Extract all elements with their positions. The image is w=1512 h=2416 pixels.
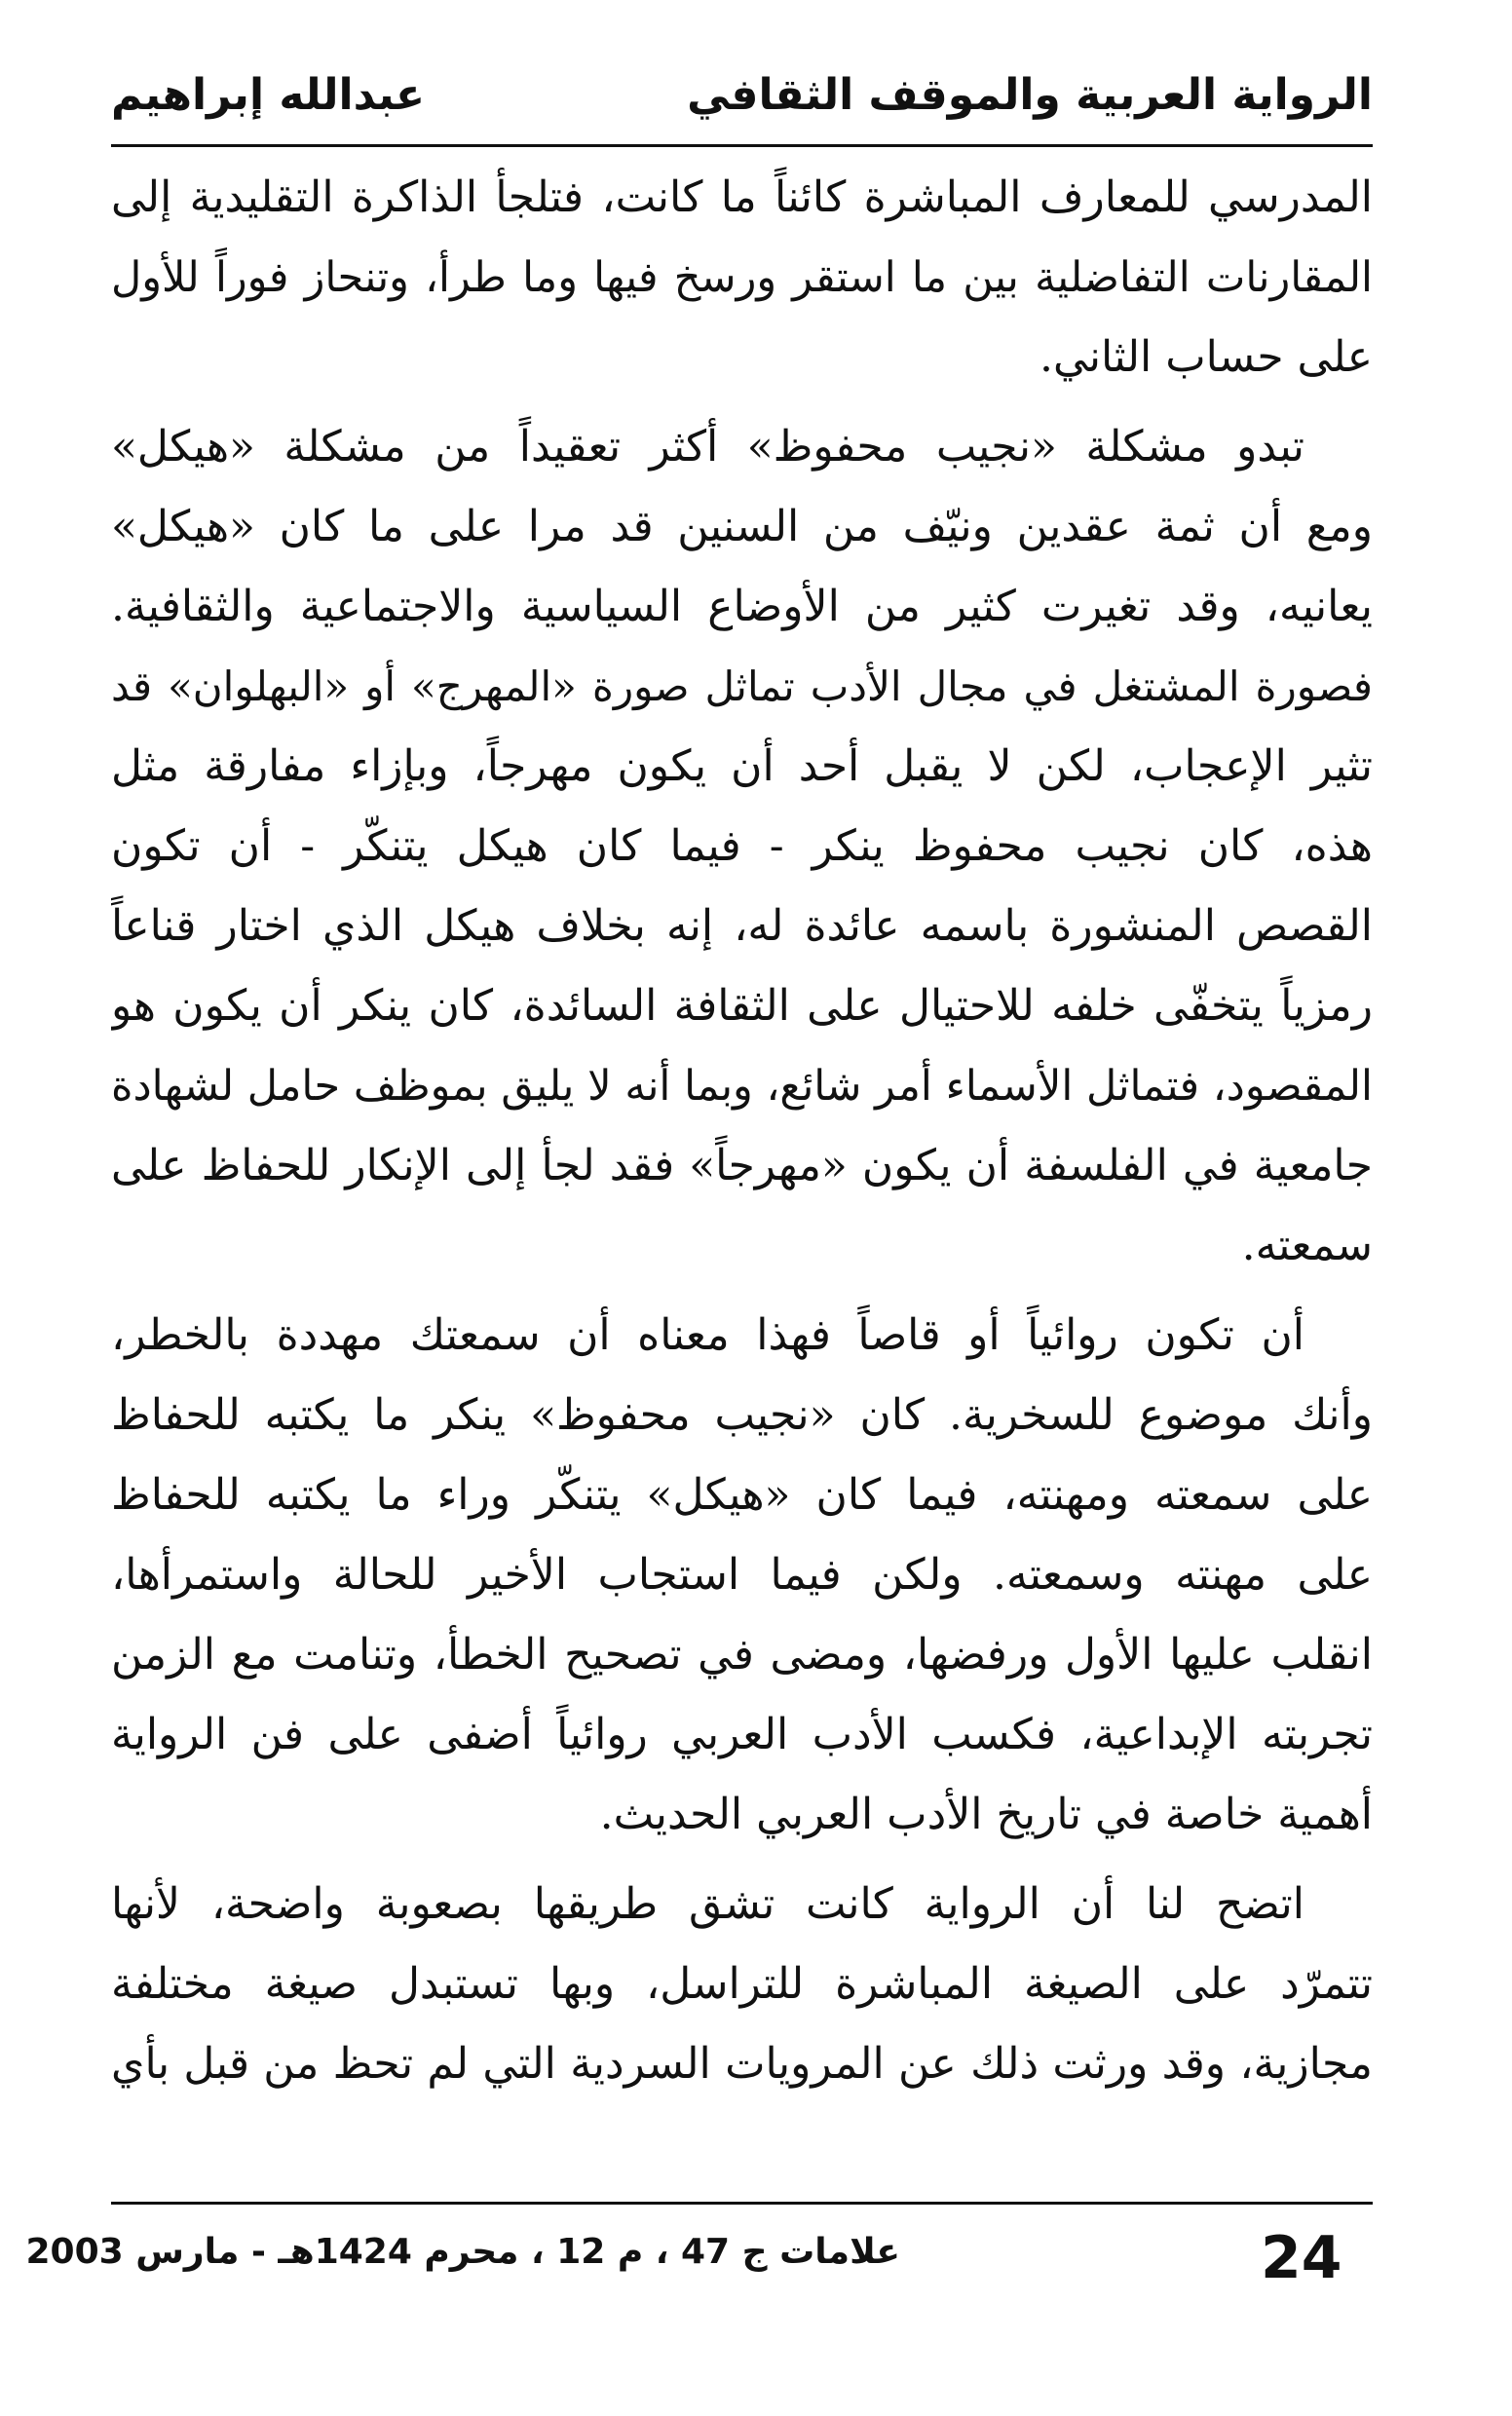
text-line: هذه، كان نجيب محفوظ ينكر - فيما كان هيكل يتنكّر - أن تكون (111, 821, 1373, 871)
paragraph-4 (111, 1865, 1373, 2104)
text-line: على حساب الثاني. (1040, 332, 1373, 382)
text-line: المقارنات التفاضلية بين ما استقر ورسخ فيها وما طرأ، وتنحاز فوراً للأول (111, 253, 1373, 302)
text-line: جامعية في الفلسفة أن يكون «مهرجاً» فقد لجأ إلى الإنكار للحفاظ على (111, 1141, 1373, 1190)
text-line: أهمية خاصة في تاريخ الأدب العربي الحديث. (599, 1790, 1373, 1839)
text-line: رمزياً يتخفّى خلفه للاحتيال على الثقافة السائدة، كان ينكر أن يكون هو (111, 981, 1373, 1031)
footer-rule (111, 2202, 1373, 2205)
text-line: القصص المنشورة باسمه عائدة له، إنه بخلاف هيكل الذي اختار قناعاً (111, 901, 1373, 951)
page-footer (25, 2216, 1373, 2323)
header-rule (111, 144, 1373, 147)
text-line: على سمعته ومهنته، فيما كان «هيكل» يتنكّر وراء ما يكتبه للحفاظ (111, 1470, 1373, 1520)
text-line: المقصود، فتماثل الأسماء أمر شائع، وبما أنه لا يليق بموظف حامل لشهادة (111, 1062, 1373, 1111)
body-text (111, 158, 1373, 2114)
paragraph-3 (111, 1296, 1373, 1855)
header-author: عبدالله إبراهيم (111, 69, 426, 120)
text-line: تتمرّد على الصيغة المباشرة للتراسل، وبها تستبدل صيغة مختلفة (111, 1959, 1373, 2009)
text-line: أن تكون روائياً أو قاصاً فهذا معناه أن سمعتك مهددة بالخطر، (111, 1310, 1304, 1360)
text-line: المدرسي للمعارف المباشرة كائناً ما كانت، فتلجأ الذاكرة التقليدية إلى (111, 172, 1373, 222)
text-line: تجربته الإبداعية، فكسب الأدب العربي روائياً أضفى على فن الرواية (111, 1710, 1373, 1759)
text-line: على مهنته وسمعته. ولكن فيما استجاب الأخير للحالة واستمرأها، (111, 1550, 1373, 1600)
text-line: فصورة المشتغل في مجال الأدب تماثل صورة «المهرج» أو «البهلوان» قد (111, 662, 1373, 710)
paragraph-1 (111, 158, 1373, 397)
running-header (111, 51, 1373, 138)
header-title: الرواية العربية والموقف الثقافي (687, 69, 1373, 120)
text-line: تثير الإعجاب، لكن لا يقبل أحد أن يكون مهرجاً، وبإزاء مفارقة مثل (111, 741, 1373, 791)
text-line: انقلب عليها الأول ورفضها، ومضى في تصحيح الخطأ، وتنامت مع الزمن (111, 1630, 1373, 1680)
text-line: اتضح لنا أن الرواية كانت تشق طريقها بصعوبة واضحة، لأنها (111, 1879, 1304, 1929)
issue-info: علامات ج 47 ، م 12 ، محرم 1424هـ - مارس 2003 (25, 2232, 900, 2272)
text-line: تبدو مشكلة «نجيب محفوظ» أكثر تعقيداً من مشكلة «هيكل» (111, 422, 1304, 472)
paragraph-2 (111, 407, 1373, 1286)
text-line: ومع أن ثمة عقدين ونيّف من السنين قد مرا على ما كان «هيكل» (111, 502, 1373, 551)
text-line: مجازية، وقد ورثت ذلك عن المرويات السردية التي لم تحظ من قبل بأي (111, 2039, 1373, 2089)
text-line: يعانيه، وقد تغيرت كثير من الأوضاع السياسية والاجتماعية والثقافية. (111, 582, 1373, 631)
text-line: سمعته. (1241, 1221, 1373, 1270)
text-line: وأنك موضوع للسخرية. كان «نجيب محفوظ» ينكر ما يكتبه للحفاظ (111, 1390, 1373, 1440)
page-number: 24 (1261, 2224, 1342, 2292)
